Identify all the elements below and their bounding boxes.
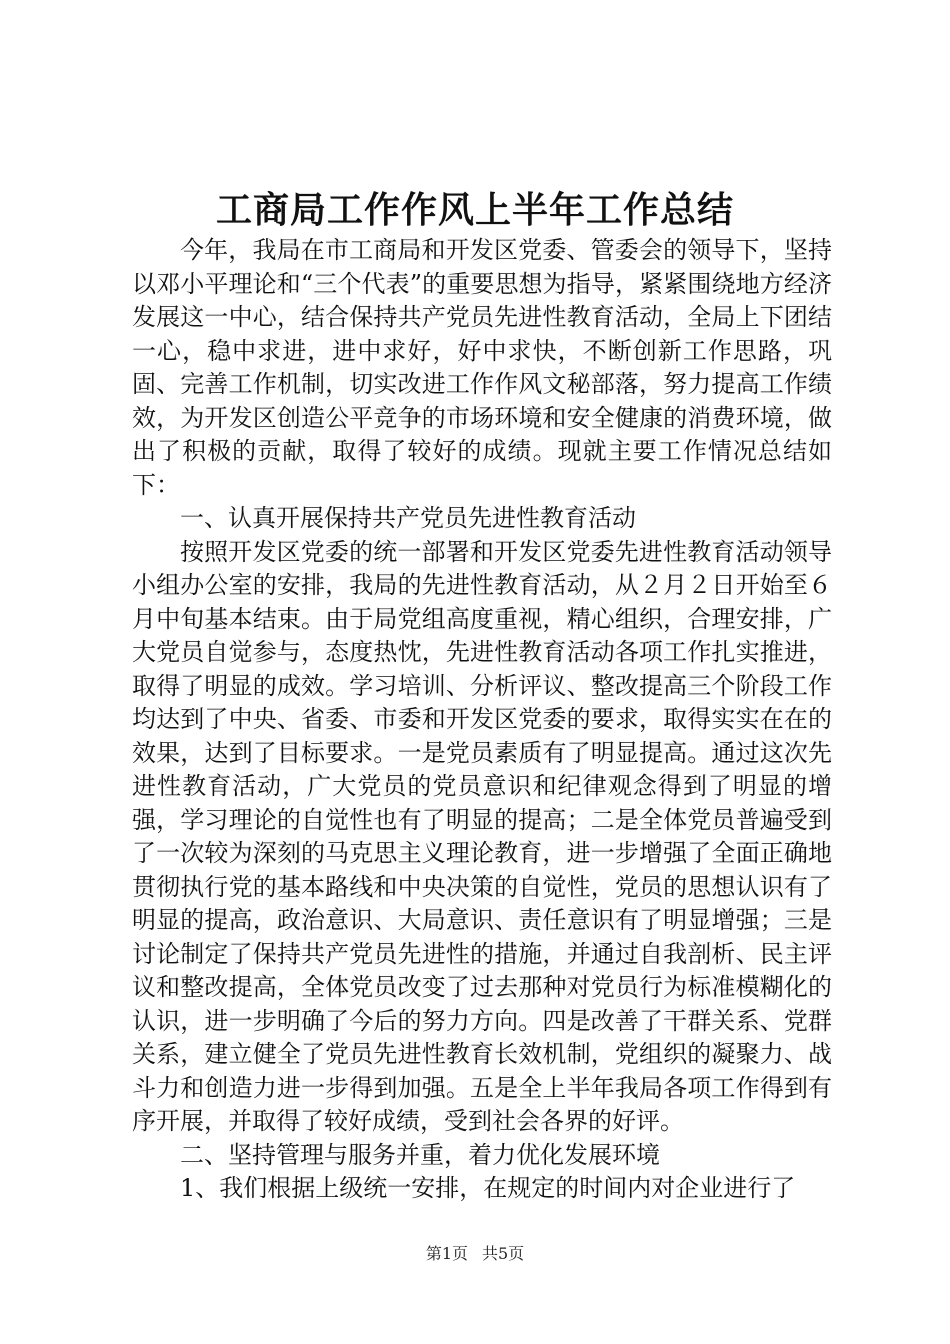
page-number: 第1页 bbox=[425, 1244, 468, 1263]
paragraph-intro: 今年，我局在市工商局和开发区党委、管委会的领导下，坚持以邓小平理论和“三个代表”的重要思想为指导，紧紧围绕地方经济发展这一中心，结合保持共产党员先进性教育活动，全局上下团结一心，稳中求进，进中求好，好中求快，不断创新工作思路，巩固、完善工作机制，切实改进工作作风文秘部落，努力提高工作绩效，为开发区创造公平竞争的市场环境和安全健康的消费环境，做出了积极的贡献，取得了较好的成绩。现就主要工作情况总结如下： bbox=[132, 236, 832, 499]
page-total: 共5页 bbox=[482, 1244, 525, 1263]
document-title: 工商局工作作风上半年工作总结 bbox=[215, 189, 734, 231]
paragraph-section-1: 按照开发区党委的统一部署和开发区党委先进性教育活动领导小组办公室的安排，我局的先进性教育活动，从２月２日开始至６月中旬基本结束。由于局党组高度重视，精心组织，合理安排，广大党员自觉参与，态度热忱，先进性教育活动各项工作扎实推进，取得了明显的成效。学习培训、分析评议、整改提高三个阶段工作均达到了中央、省委、市委和开发区党委的要求，取得实实在在的效果，达到了目标要求。一是党员素质有了明显提高。通过这次先进性教育活动，广大党员的党员意识和纪律观念得到了明显的增强，学习理论的自觉性也有了明显的提高；二是全体党员普遍受到了一次较为深刻的马克思主义理论教育，进一步增强了全面正确地贯彻执行党的基本路线和中央决策的自觉性，党员的思想认识有了明显的提高，政治意识、大局意识、责任意识有了明显增强；三是讨论制定了保持共产党员先进性的措施，并通过自我剖析、民主评议和整改提高，全体党员改变了过去那种对党员行为标准模糊化的认识，进一步明确了今后的努力方向。四是改善了干群关系、党群关系，建立健全了党员先进性教育长效机制，党组织的凝聚力、战斗力和创造力进一步得到加强。五是全上半年我局各项工作得到有序开展，并取得了较好成绩，受到社会各界的好评。 bbox=[132, 537, 832, 1135]
page-footer bbox=[0, 1244, 950, 1264]
paragraph-section-2-item-1: 1、我们根据上级统一安排，在规定的时间内对企业进行了 bbox=[180, 1174, 796, 1202]
section-heading-2: 二、坚持管理与服务并重，着力优化发展环境 bbox=[180, 1140, 660, 1169]
section-heading-1: 一、认真开展保持共产党员先进性教育活动 bbox=[180, 504, 636, 532]
document-body bbox=[132, 234, 832, 1206]
